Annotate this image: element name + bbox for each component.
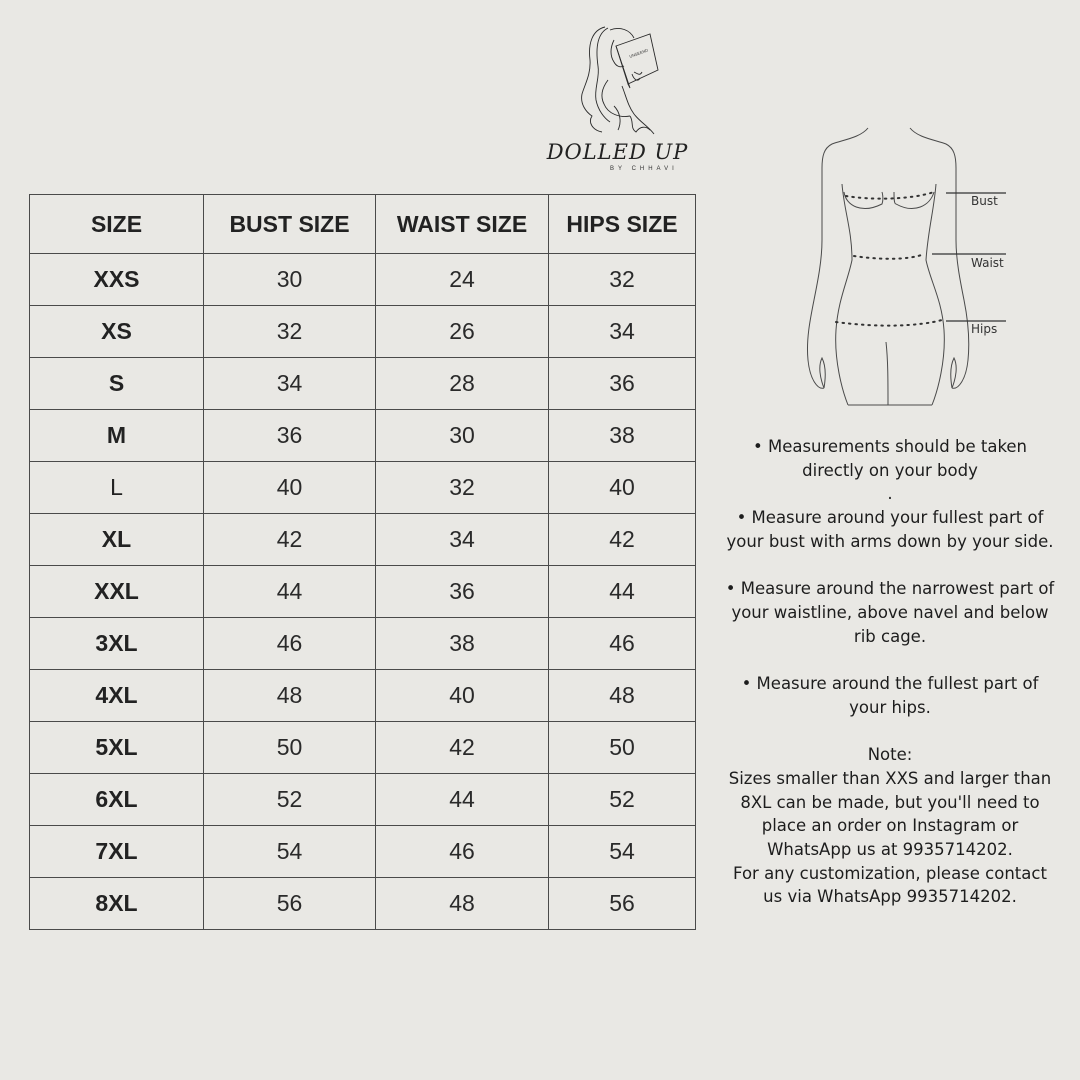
waist-cell: 28 xyxy=(376,358,549,410)
table-row xyxy=(30,514,696,566)
contact-info: For any customization, please contact us via WhatsApp 9935714202. xyxy=(733,863,1047,907)
size-cell: S xyxy=(30,358,204,410)
waist-cell: 30 xyxy=(376,410,549,462)
hips-cell: 40 xyxy=(549,462,696,514)
waist-cell: 38 xyxy=(376,618,549,670)
waist-cell: 44 xyxy=(376,774,549,826)
instruction-body: • Measurements should be taken directly on your body xyxy=(752,437,1028,480)
bust-cell: 54 xyxy=(204,826,376,878)
bust-cell: 40 xyxy=(204,462,376,514)
body-measurement-diagram xyxy=(790,120,1030,420)
hips-cell: 50 xyxy=(549,722,696,774)
waist-dotted-line xyxy=(854,254,924,259)
table-row xyxy=(30,566,696,618)
size-cell: XL xyxy=(30,514,204,566)
bust-cell: 42 xyxy=(204,514,376,566)
size-cell: XXS xyxy=(30,254,204,306)
hips-label: Hips xyxy=(971,322,998,336)
table-header-row xyxy=(30,195,696,254)
size-cell: 3XL xyxy=(30,618,204,670)
hips-cell: 44 xyxy=(549,566,696,618)
bust-label: Bust xyxy=(971,194,998,208)
table-row xyxy=(30,254,696,306)
table-row xyxy=(30,878,696,930)
brand-name: DOLLED UP xyxy=(546,140,689,164)
woman-reading-illustration-icon xyxy=(530,22,700,142)
instruction-separator: . xyxy=(887,484,893,504)
waist-label: Waist xyxy=(971,256,1004,270)
size-cell: 6XL xyxy=(30,774,204,826)
table-row xyxy=(30,462,696,514)
bust-cell: 48 xyxy=(204,670,376,722)
waist-cell: 46 xyxy=(376,826,549,878)
hips-cell: 54 xyxy=(549,826,696,878)
hips-cell: 56 xyxy=(549,878,696,930)
instruction-bust: • Measure around your fullest part of your bust with arms down by your side. xyxy=(726,508,1054,551)
size-cell: 8XL xyxy=(30,878,204,930)
size-cell: M xyxy=(30,410,204,462)
size-cell: XS xyxy=(30,306,204,358)
column-header-waist: WAIST SIZE xyxy=(376,195,549,254)
size-chart-table xyxy=(29,194,696,930)
hips-cell: 38 xyxy=(549,410,696,462)
size-cell: XXL xyxy=(30,566,204,618)
book-title: UNSEEND xyxy=(628,47,649,59)
table-row xyxy=(30,618,696,670)
hips-cell: 48 xyxy=(549,670,696,722)
hips-cell: 32 xyxy=(549,254,696,306)
hips-cell: 42 xyxy=(549,514,696,566)
hips-dotted-line xyxy=(836,320,942,326)
column-header-hips: HIPS SIZE xyxy=(549,195,696,254)
instruction-hips: • Measure around the fullest part of your hips. xyxy=(741,674,1039,717)
bust-cell: 52 xyxy=(204,774,376,826)
size-cell: 4XL xyxy=(30,670,204,722)
hips-cell: 34 xyxy=(549,306,696,358)
brand-tagline: BY CHHAVI xyxy=(610,166,678,172)
bust-cell: 50 xyxy=(204,722,376,774)
bust-cell: 32 xyxy=(204,306,376,358)
waist-cell: 42 xyxy=(376,722,549,774)
bust-cell: 56 xyxy=(204,878,376,930)
waist-cell: 26 xyxy=(376,306,549,358)
body-outline-icon xyxy=(790,120,1030,420)
table-row xyxy=(30,722,696,774)
instruction-waist: • Measure around the narrowest part of your waistline, above navel and below rib cage. xyxy=(725,579,1055,646)
column-header-bust: BUST SIZE xyxy=(204,195,376,254)
waist-cell: 34 xyxy=(376,514,549,566)
bust-cell: 30 xyxy=(204,254,376,306)
column-header-size: SIZE xyxy=(30,195,204,254)
table-row xyxy=(30,826,696,878)
bust-cell: 44 xyxy=(204,566,376,618)
waist-cell: 36 xyxy=(376,566,549,618)
size-cell: L xyxy=(30,462,204,514)
bust-cell: 36 xyxy=(204,410,376,462)
note-body: Sizes smaller than XXS and larger than 8XL can be made, but you'll need to place an order on Instagram or WhatsApp us at 9935714202. xyxy=(728,768,1052,859)
waist-cell: 40 xyxy=(376,670,549,722)
table-row xyxy=(30,306,696,358)
note-title: Note: xyxy=(867,745,913,765)
measurement-instructions xyxy=(722,435,1058,909)
table-row xyxy=(30,410,696,462)
table-row xyxy=(30,358,696,410)
table-row xyxy=(30,774,696,826)
size-cell: 5XL xyxy=(30,722,204,774)
bust-cell: 34 xyxy=(204,358,376,410)
bust-dotted-line xyxy=(846,192,934,199)
brand-logo xyxy=(530,22,700,177)
waist-cell: 32 xyxy=(376,462,549,514)
hips-cell: 46 xyxy=(549,618,696,670)
hips-cell: 36 xyxy=(549,358,696,410)
table-row xyxy=(30,670,696,722)
waist-cell: 24 xyxy=(376,254,549,306)
hips-cell: 52 xyxy=(549,774,696,826)
bust-cell: 46 xyxy=(204,618,376,670)
waist-cell: 48 xyxy=(376,878,549,930)
size-cell: 7XL xyxy=(30,826,204,878)
